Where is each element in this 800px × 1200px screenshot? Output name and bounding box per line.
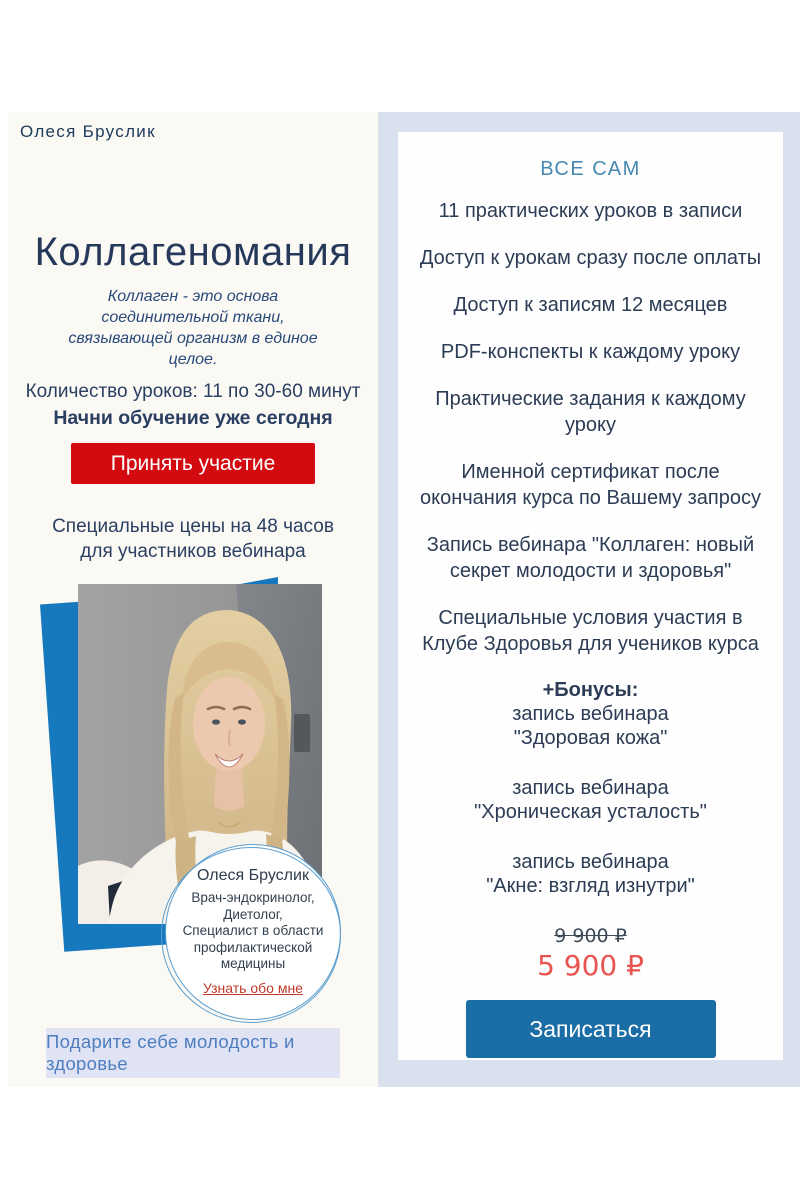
bonus-line: запись вебинара	[512, 851, 669, 873]
bonus-line: запись вебинара	[512, 777, 669, 799]
feature-item: Специальные условия участия в Клубе Здоровья для учеников курса	[422, 607, 759, 655]
page-title: Коллагеномания	[34, 230, 352, 274]
credential-line: Диетолог,	[223, 906, 283, 922]
hero-subtitle: Коллаген - это основа соединительной ткани, связывающей организм в единое целое.	[68, 288, 318, 368]
expert-credentials	[174, 890, 332, 973]
footer-banner: Подарите себе молодость и здоровье	[46, 1028, 340, 1078]
expert-badge	[165, 844, 341, 1020]
bonus-item	[417, 850, 764, 898]
old-price: 9 900 ₽	[554, 925, 627, 947]
left-panel	[8, 112, 378, 1087]
bonuses-title: +Бонусы:	[542, 679, 639, 701]
plan-title: ВСЕ САМ	[540, 158, 641, 180]
bonus-item	[417, 776, 764, 824]
expert-photo-collage	[8, 574, 378, 1016]
new-price: 5 900 ₽	[537, 949, 644, 982]
bonus-line: "Акне: взгляд изнутри"	[486, 875, 695, 897]
feature-item: Запись вебинара "Коллаген: новый секрет молодости и здоровья"	[426, 534, 755, 582]
start-today-line: Начни обучение уже сегодня	[53, 407, 333, 429]
join-button[interactable]: Принять участие	[71, 443, 315, 484]
about-me-link[interactable]: Узнать обо мне	[203, 979, 303, 996]
header	[8, 112, 378, 142]
feature-list	[417, 198, 764, 657]
feature-item: Доступ к записям 12 месяцев	[453, 294, 728, 316]
pricing-card	[398, 132, 783, 1060]
feature-item: PDF-конспекты к каждому уроку	[440, 341, 741, 363]
enroll-button[interactable]: Записаться	[466, 1000, 716, 1058]
bonus-item	[417, 702, 764, 750]
special-offer-line: Специальные цены на 48 часов для участников вебинара	[52, 516, 334, 562]
feature-item: Именной сертификат после окончания курса по Вашему запросу	[419, 461, 761, 509]
feature-item: 11 практических уроков в записи	[438, 200, 743, 222]
credential-line: Специалист в области профилактической медицины	[182, 923, 324, 971]
brand-name: Олеся Бруслик	[20, 122, 156, 141]
bonus-line: "Здоровая кожа"	[513, 727, 668, 749]
lessons-count-line: Количество уроков: 11 по 30-60 минут	[25, 381, 361, 402]
feature-item: Доступ к урокам сразу после оплаты	[419, 247, 762, 269]
bonus-line: запись вебинара	[512, 703, 669, 725]
bonus-line: "Хроническая усталость"	[474, 801, 707, 823]
menu-button[interactable]	[344, 120, 372, 124]
feature-item: Практические задания к каждому уроку	[435, 388, 746, 436]
credential-line: Врач-эндокринолог,	[191, 890, 315, 905]
right-panel	[378, 112, 800, 1087]
expert-name: Олеся Бруслик	[197, 867, 309, 884]
